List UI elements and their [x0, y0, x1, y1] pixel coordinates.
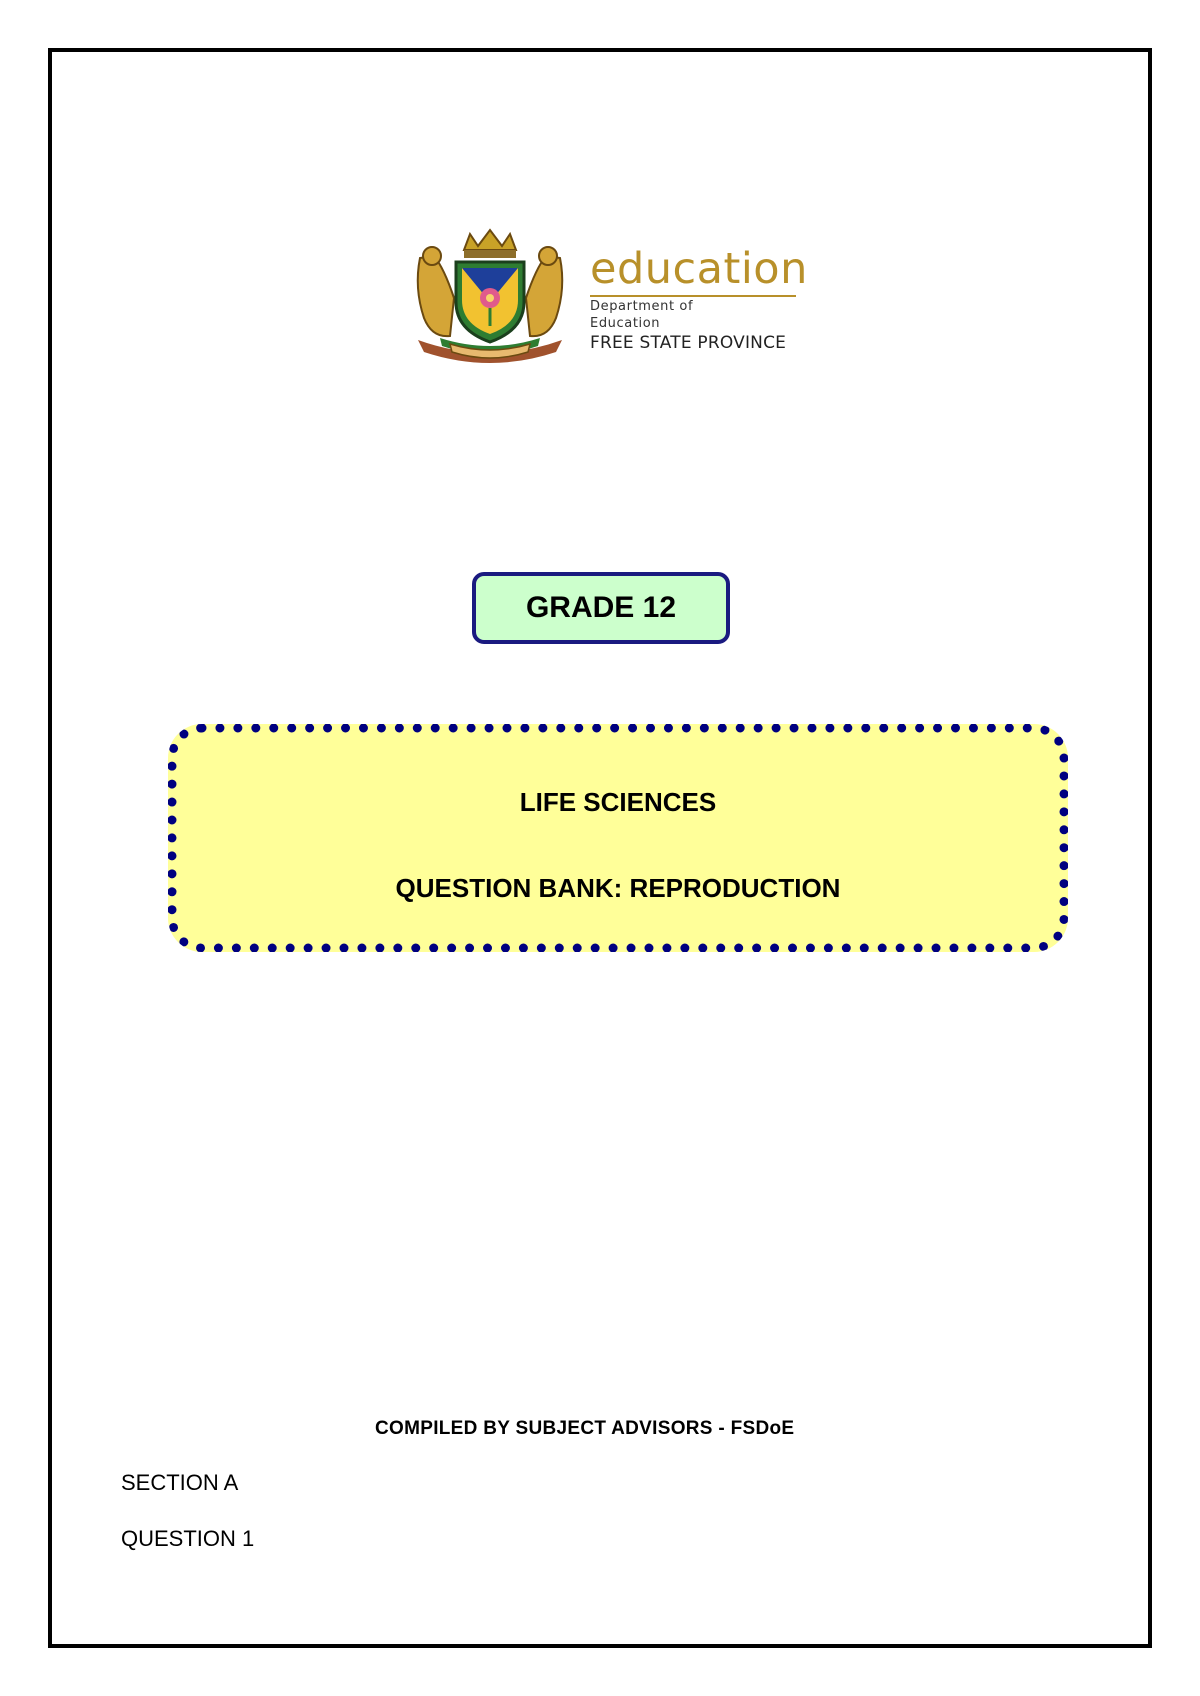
logo-dept-line2: Education — [590, 316, 661, 331]
question-bank-title: QUESTION BANK: REPRODUCTION — [395, 873, 841, 903]
logo-dept-line1: Department of — [590, 299, 694, 314]
subject-title: LIFE SCIENCES — [519, 787, 717, 817]
logo-rule — [590, 295, 796, 297]
logo-province: FREE STATE PROVINCE — [590, 333, 787, 353]
section-heading: SECTION A — [121, 1470, 239, 1495]
education-logo — [410, 228, 808, 368]
compiled-by-credit: COMPILED BY SUBJECT ADVISORS - FSDoE — [375, 1418, 795, 1439]
grade-label: GRADE 12 — [472, 572, 730, 644]
logo-wordmark: education — [590, 244, 808, 294]
title-box — [168, 724, 1068, 952]
coat-of-arms-icon — [410, 228, 570, 368]
question-heading: QUESTION 1 — [121, 1526, 255, 1551]
